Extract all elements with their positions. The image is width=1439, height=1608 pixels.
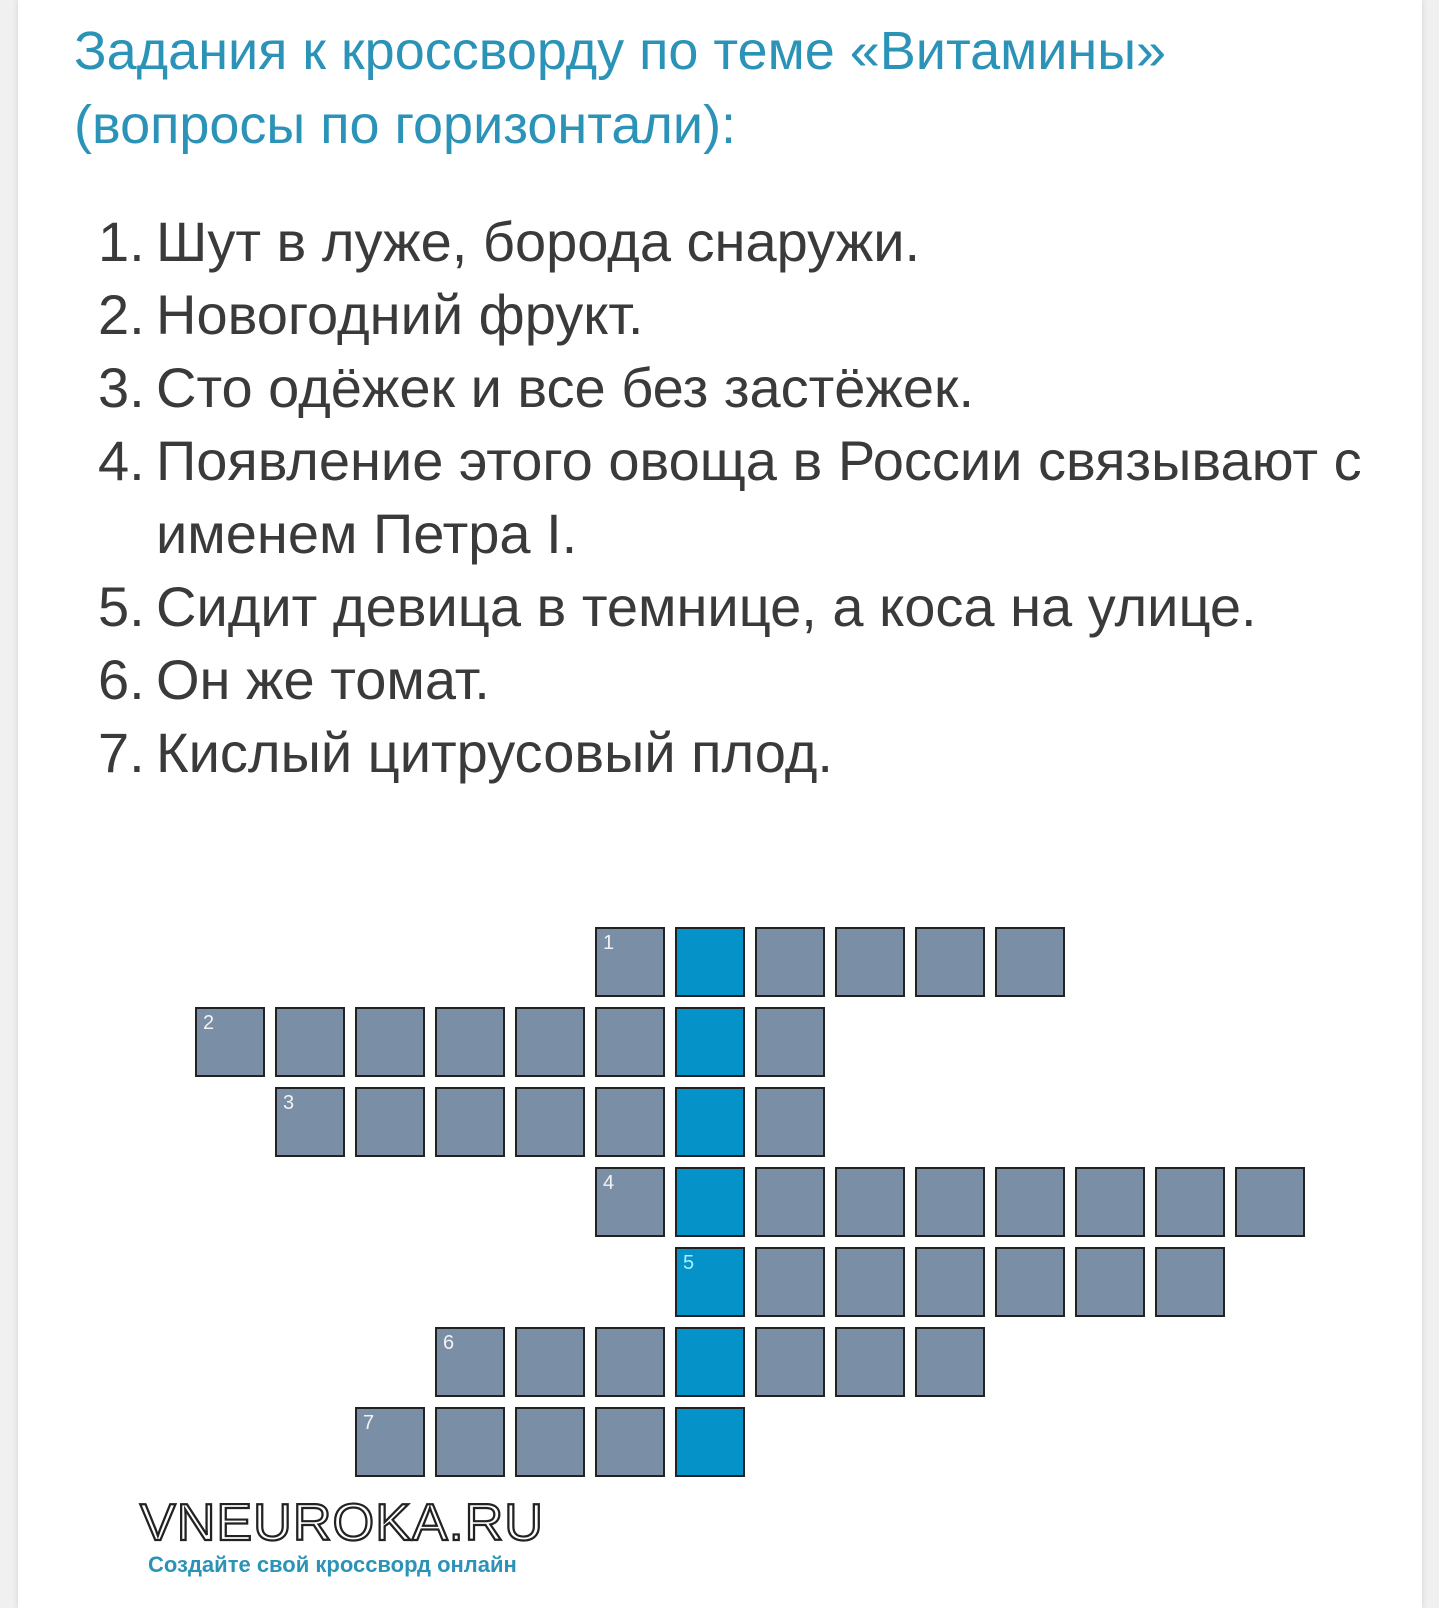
crossword-cell[interactable] (515, 1087, 585, 1157)
crossword-cell[interactable] (835, 1247, 905, 1317)
crossword-key-cell[interactable] (675, 1007, 745, 1077)
clue-number: 5. (98, 575, 145, 638)
clue-item (98, 205, 1398, 278)
clue-number: 4. (98, 429, 145, 492)
crossword-cell[interactable] (835, 927, 905, 997)
crossword-key-cell[interactable] (675, 1327, 745, 1397)
tagline: Создайте свой кроссворд онлайн (148, 1552, 517, 1577)
crossword-cell-number: 6 (443, 1332, 455, 1354)
crossword-key-cell[interactable] (675, 1087, 745, 1157)
crossword-cell[interactable] (915, 1167, 985, 1237)
crossword-cell-number: 7 (363, 1412, 375, 1434)
crossword-cell[interactable] (515, 1007, 585, 1077)
clue-item (98, 424, 1398, 570)
clue-number: 2. (98, 283, 145, 346)
clue-text: Новогодний фрукт. (156, 283, 644, 346)
crossword-cell-number: 1 (603, 932, 615, 954)
crossword-cell[interactable] (755, 1167, 825, 1237)
crossword-cell[interactable] (1075, 1247, 1145, 1317)
title-line-1: Задания к кроссворду по теме «Витамины» (74, 21, 1167, 81)
crossword-cell[interactable] (995, 1167, 1065, 1237)
crossword-cell[interactable] (995, 927, 1065, 997)
crossword-cell[interactable] (755, 1327, 825, 1397)
crossword-cell[interactable] (595, 927, 665, 997)
crossword-key-cell[interactable] (675, 927, 745, 997)
crossword-cell[interactable] (355, 1007, 425, 1077)
crossword-key-cell[interactable] (675, 1167, 745, 1237)
page (18, 0, 1422, 1608)
crossword-cell[interactable] (595, 1087, 665, 1157)
title-line-2: (вопросы по горизонтали): (74, 95, 737, 155)
clue-text: Он же томат. (156, 648, 490, 711)
crossword-cell[interactable] (275, 1087, 345, 1157)
crossword-key-cell[interactable] (675, 1247, 745, 1317)
crossword-key-cell[interactable] (675, 1407, 745, 1477)
crossword-cell-number: 2 (203, 1012, 215, 1034)
crossword-cell[interactable] (595, 1007, 665, 1077)
crossword-cell[interactable] (595, 1167, 665, 1237)
crossword-cell[interactable] (1155, 1167, 1225, 1237)
crossword-cell[interactable] (275, 1007, 345, 1077)
vneuroka-logo (136, 1492, 556, 1552)
clue-item (98, 643, 1398, 716)
clue-number: 7. (98, 721, 145, 784)
clue-number: 3. (98, 356, 145, 419)
crossword-cell[interactable] (595, 1327, 665, 1397)
clue-item (98, 716, 1398, 789)
crossword-cell[interactable] (755, 927, 825, 997)
crossword-cell-number: 5 (683, 1252, 695, 1274)
clue-item (98, 351, 1398, 424)
crossword-cell[interactable] (1155, 1247, 1225, 1317)
crossword-cell[interactable] (835, 1167, 905, 1237)
crossword-cell[interactable] (915, 1247, 985, 1317)
crossword-cell[interactable] (1075, 1167, 1145, 1237)
crossword-cell[interactable] (435, 1327, 505, 1397)
clue-item (98, 570, 1398, 643)
clue-list (98, 205, 1398, 789)
clue-number: 1. (98, 210, 145, 273)
crossword-cell[interactable] (515, 1327, 585, 1397)
clue-text: Шут в луже, борода снаружи. (156, 210, 921, 273)
crossword-cell[interactable] (755, 1247, 825, 1317)
crossword-cell[interactable] (755, 1087, 825, 1157)
crossword-cell[interactable] (355, 1407, 425, 1477)
crossword-cell[interactable] (1235, 1167, 1305, 1237)
clue-item (98, 278, 1398, 351)
crossword-cell[interactable] (755, 1007, 825, 1077)
clue-text: Кислый цитрусовый плод. (156, 721, 833, 784)
clue-text: Появление этого овоща в России связывают с именем Петра I. (156, 429, 1362, 565)
crossword-cell-number: 3 (283, 1092, 295, 1114)
crossword-cell[interactable] (835, 1327, 905, 1397)
clue-text: Сто одёжек и все без застёжек. (156, 356, 975, 419)
clue-number: 6. (98, 648, 145, 711)
crossword-cell[interactable] (915, 927, 985, 997)
crossword-cell[interactable] (595, 1407, 665, 1477)
crossword-cell[interactable] (995, 1247, 1065, 1317)
page-title (74, 14, 1374, 162)
crossword-cell[interactable] (355, 1087, 425, 1157)
crossword-cell[interactable] (195, 1007, 265, 1077)
logo-text: VNEUROKA.RU (140, 1494, 544, 1552)
clue-text: Сидит девица в темнице, а коса на улице. (156, 575, 1257, 638)
crossword-cell[interactable] (915, 1327, 985, 1397)
crossword-cell[interactable] (435, 1407, 505, 1477)
crossword-cell[interactable] (435, 1007, 505, 1077)
crossword-cell-number: 4 (603, 1172, 615, 1194)
crossword-cell[interactable] (435, 1087, 505, 1157)
crossword-cell[interactable] (515, 1407, 585, 1477)
